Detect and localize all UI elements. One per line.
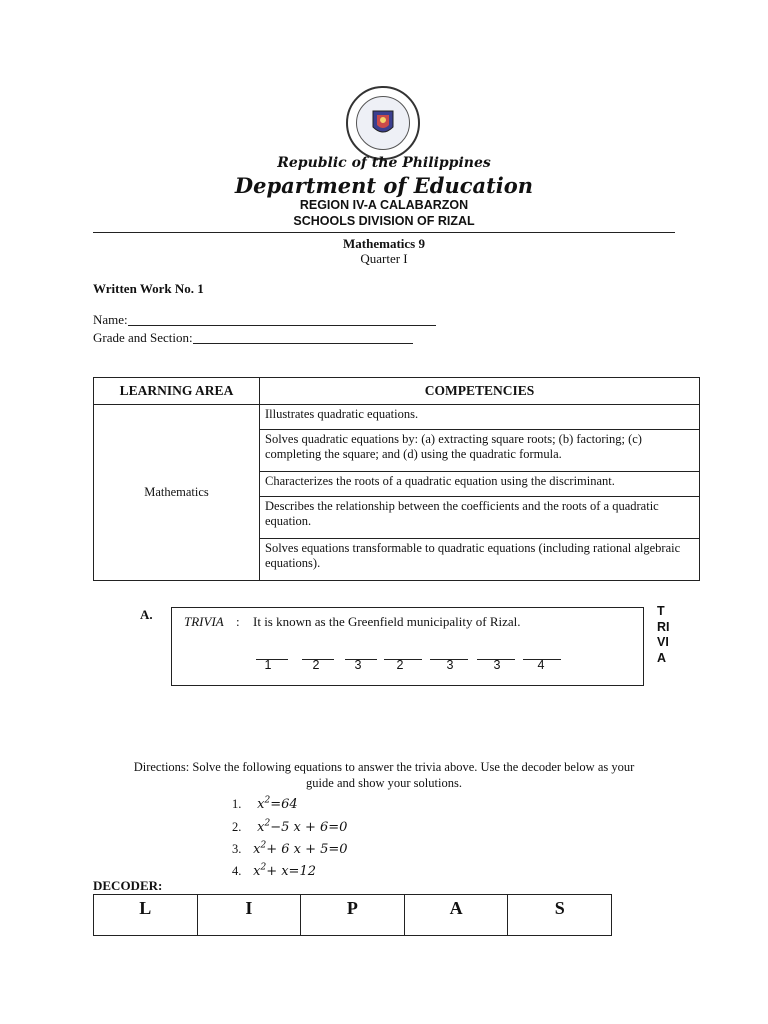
competency-cell: Solves quadratic equations by: (a) extracting square roots; (b) factoring; (c) completing the square; and (d) using the quadratic formula. bbox=[260, 430, 700, 472]
side-letter: A bbox=[657, 650, 667, 665]
section-field-row bbox=[93, 330, 413, 346]
equation-text: $x^2-5$ x + 6=0 bbox=[257, 818, 348, 835]
competencies-header: COMPETENCIES bbox=[260, 378, 700, 405]
decoder-cell[interactable]: A bbox=[404, 895, 508, 936]
equation-number: 2. bbox=[232, 819, 242, 834]
side-letter: VI bbox=[657, 635, 669, 649]
subject-title: Mathematics 9 bbox=[343, 236, 425, 251]
learning-area-header: LEARNING AREA bbox=[94, 378, 260, 405]
header-divider bbox=[93, 232, 675, 233]
work-title: Written Work No. 1 bbox=[93, 281, 204, 296]
name-line[interactable] bbox=[128, 312, 436, 326]
decoder-cell[interactable]: P bbox=[301, 895, 405, 936]
equation-text: $x^2+ 6$ x + 5=0 bbox=[253, 840, 348, 857]
name-label: Name: bbox=[93, 312, 128, 327]
side-letter: T bbox=[657, 604, 665, 618]
side-letter: RI bbox=[657, 619, 670, 634]
learning-area-cell: Mathematics bbox=[94, 405, 260, 581]
directions bbox=[93, 759, 675, 791]
section-label: Grade and Section: bbox=[93, 330, 193, 345]
section-a-label: A. bbox=[140, 607, 153, 622]
competency-cell: Characterizes the roots of a quadratic equation using the discriminant. bbox=[260, 472, 700, 497]
competency-cell: Solves equations transformable to quadratic equations (including rational algebraic equations). bbox=[260, 539, 700, 581]
equation-number: 3. bbox=[232, 841, 242, 856]
name-field-row bbox=[93, 312, 436, 328]
decoder-table bbox=[93, 894, 612, 936]
blank-number: 1 bbox=[264, 658, 272, 672]
competency-cell: Illustrates quadratic equations. bbox=[260, 405, 700, 430]
competencies-table bbox=[93, 377, 700, 581]
deped-seal-emblem bbox=[356, 96, 410, 150]
department-heading: Department of Education bbox=[234, 173, 534, 198]
blank-number: 3 bbox=[354, 658, 362, 672]
competency-cell: Describes the relationship between the coefficients and the roots of a quadratic equation. bbox=[260, 497, 700, 539]
directions-line: Directions: Solve the following equations to answer the trivia above. Use the decoder below as your bbox=[133, 760, 635, 774]
equation-text: $x^2=64$ bbox=[257, 796, 298, 813]
equation-number: 1. bbox=[232, 797, 242, 812]
trivia-label: TRIVIA bbox=[184, 614, 224, 629]
equation-item bbox=[232, 814, 348, 836]
equation-text: $x^2+ x=12$ bbox=[253, 862, 316, 880]
trivia-question: It is known as the Greenfield municipality of Rizal. bbox=[253, 614, 521, 629]
equation-item bbox=[232, 859, 348, 881]
quarter-label: Quarter I bbox=[360, 251, 408, 266]
region-heading: REGION IV-A CALABARZON bbox=[299, 198, 469, 212]
section-line[interactable] bbox=[193, 330, 413, 344]
trivia-side-letters bbox=[657, 604, 670, 666]
blank-number: 2 bbox=[312, 658, 320, 672]
blank-number: 3 bbox=[446, 658, 454, 672]
equation-item bbox=[232, 792, 348, 814]
decoder-cell[interactable]: I bbox=[197, 895, 301, 936]
directions-line: guide and show your solutions. bbox=[306, 776, 462, 790]
equation-number: 4. bbox=[232, 864, 242, 879]
equation-item bbox=[232, 837, 348, 859]
blank-number: 3 bbox=[493, 658, 501, 672]
blank-number: 2 bbox=[396, 658, 404, 672]
blank-number: 4 bbox=[537, 658, 545, 672]
trivia-colon: : bbox=[236, 614, 240, 629]
division-heading: SCHOOLS DIVISION OF RIZAL bbox=[293, 214, 475, 228]
equation-list bbox=[232, 792, 348, 881]
decoder-cell[interactable]: S bbox=[508, 895, 612, 936]
decoder-label: DECODER: bbox=[93, 878, 163, 893]
trivia-box bbox=[171, 607, 644, 686]
republic-heading: Republic of the Philippines bbox=[277, 155, 491, 171]
decoder-cell[interactable]: L bbox=[94, 895, 198, 936]
